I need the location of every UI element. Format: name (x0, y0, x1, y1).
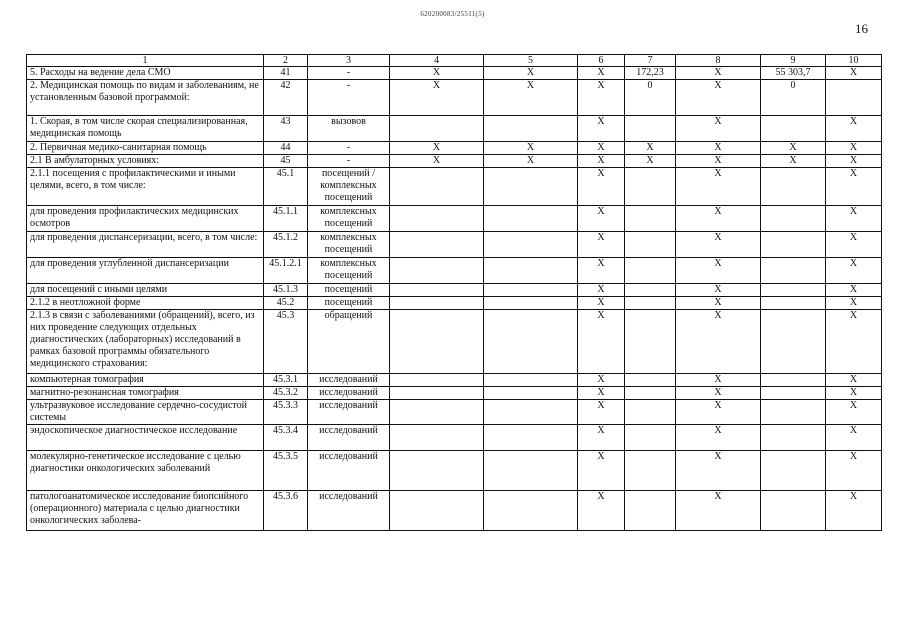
cell-c5 (484, 297, 578, 310)
cell-c4 (390, 400, 484, 425)
row-unit: исследований (308, 387, 390, 400)
cell-c5 (484, 400, 578, 425)
cell-c4 (390, 425, 484, 451)
table-row (27, 168, 882, 206)
cell-c8: X (676, 206, 761, 232)
row-code: 45.1.1 (264, 206, 308, 232)
cell-c7 (625, 374, 676, 387)
row-unit: посещений (308, 297, 390, 310)
column-header: 5 (484, 55, 578, 67)
row-unit: посещений (308, 284, 390, 297)
column-header: 9 (761, 55, 826, 67)
cell-c7 (625, 206, 676, 232)
table-row (27, 67, 882, 80)
cell-c5 (484, 168, 578, 206)
table-row (27, 116, 882, 142)
row-code: 44 (264, 142, 308, 155)
cell-c8: X (676, 168, 761, 206)
cell-c4 (390, 284, 484, 297)
cell-c4 (390, 258, 484, 284)
cell-c5 (484, 451, 578, 491)
row-unit: комплексных посещений (308, 206, 390, 232)
table-row (27, 451, 882, 491)
cell-c7 (625, 284, 676, 297)
page-number: 16 (855, 21, 868, 36)
table-row (27, 491, 882, 531)
cell-c6: X (578, 80, 625, 116)
row-code: 45.3 (264, 310, 308, 374)
cell-c5: X (484, 155, 578, 168)
cell-c10: X (826, 491, 882, 531)
cell-c4: X (390, 80, 484, 116)
row-unit: обращений (308, 310, 390, 374)
cell-c7 (625, 258, 676, 284)
cell-c8: X (676, 310, 761, 374)
cell-c9 (761, 425, 826, 451)
row-code: 45.3.5 (264, 451, 308, 491)
row-label: 5. Расходы на ведение дела СМО (27, 67, 264, 80)
cell-c6: X (578, 491, 625, 531)
cell-c10: X (826, 232, 882, 258)
cell-c7 (625, 387, 676, 400)
table-row (27, 425, 882, 451)
cell-c9 (761, 232, 826, 258)
cell-c5 (484, 206, 578, 232)
cell-c10: X (826, 451, 882, 491)
cell-c10: X (826, 387, 882, 400)
cell-c6: X (578, 67, 625, 80)
row-unit: исследований (308, 491, 390, 531)
cell-c7 (625, 491, 676, 531)
cell-c7 (625, 116, 676, 142)
cell-c9: X (761, 155, 826, 168)
header-row (27, 55, 882, 67)
cell-c8: X (676, 374, 761, 387)
column-header: 2 (264, 55, 308, 67)
row-code: 45.2 (264, 297, 308, 310)
row-unit: исследований (308, 425, 390, 451)
cell-c5 (484, 258, 578, 284)
row-label: 2.1.1 посещения с профилактическими и иными целями, всего, в том числе: (27, 168, 264, 206)
row-unit: комплексных посещений (308, 232, 390, 258)
cell-c10: X (826, 142, 882, 155)
table-row (27, 206, 882, 232)
cell-c4 (390, 374, 484, 387)
cell-c4 (390, 206, 484, 232)
table-row (27, 284, 882, 297)
row-code: 45.1.2.1 (264, 258, 308, 284)
cell-c4 (390, 232, 484, 258)
cell-c10: X (826, 168, 882, 206)
cell-c8: X (676, 67, 761, 80)
row-label: 2.1 В амбулаторных условиях: (27, 155, 264, 168)
table-row (27, 142, 882, 155)
cell-c10: X (826, 310, 882, 374)
row-label: эндоскопическое диагностическое исследование (27, 425, 264, 451)
cell-c4: X (390, 142, 484, 155)
row-code: 45.3.1 (264, 374, 308, 387)
column-header: 3 (308, 55, 390, 67)
cell-c6: X (578, 387, 625, 400)
row-unit: - (308, 67, 390, 80)
cell-c10: X (826, 206, 882, 232)
cell-c9: 55 303,7 (761, 67, 826, 80)
row-unit: вызовов (308, 116, 390, 142)
cell-c4 (390, 451, 484, 491)
cell-c6: X (578, 400, 625, 425)
row-unit: - (308, 80, 390, 116)
row-label: ультразвуковое исследование сердечно-сосудистой системы (27, 400, 264, 425)
cell-c7 (625, 310, 676, 374)
cell-c4 (390, 387, 484, 400)
row-label: для проведения углубленной диспансеризации (27, 258, 264, 284)
cell-c8: X (676, 142, 761, 155)
row-unit: исследований (308, 400, 390, 425)
row-unit: посещений / комплексных посещений (308, 168, 390, 206)
cell-c9 (761, 258, 826, 284)
cell-c5 (484, 310, 578, 374)
cell-c7 (625, 168, 676, 206)
cell-c6: X (578, 116, 625, 142)
cell-c8: X (676, 80, 761, 116)
cell-c6: X (578, 374, 625, 387)
cell-c8: X (676, 297, 761, 310)
table-row (27, 387, 882, 400)
row-label: 2.1.2 в неотложной форме (27, 297, 264, 310)
cell-c10: X (826, 425, 882, 451)
row-label: для проведения диспансеризации, всего, в том числе: (27, 232, 264, 258)
cell-c5 (484, 387, 578, 400)
cell-c5: X (484, 142, 578, 155)
table-row (27, 232, 882, 258)
cell-c7: 0 (625, 80, 676, 116)
cell-c10 (826, 80, 882, 116)
cell-c8: X (676, 491, 761, 531)
table-row (27, 310, 882, 374)
cell-c8: X (676, 258, 761, 284)
cell-c6: X (578, 168, 625, 206)
cell-c6: X (578, 232, 625, 258)
cell-c8: X (676, 116, 761, 142)
row-label: 2. Первичная медико-санитарная помощь (27, 142, 264, 155)
column-header: 1 (27, 55, 264, 67)
cell-c8: X (676, 155, 761, 168)
cell-c6: X (578, 310, 625, 374)
cell-c9 (761, 387, 826, 400)
cell-c8: X (676, 400, 761, 425)
data-table (26, 54, 882, 531)
cell-c5 (484, 116, 578, 142)
cell-c4 (390, 297, 484, 310)
cell-c9 (761, 310, 826, 374)
cell-c10: X (826, 116, 882, 142)
row-code: 45.3.4 (264, 425, 308, 451)
table-row (27, 297, 882, 310)
column-header: 10 (826, 55, 882, 67)
row-code: 45.3.6 (264, 491, 308, 531)
cell-c4: X (390, 155, 484, 168)
cell-c6: X (578, 206, 625, 232)
cell-c7 (625, 400, 676, 425)
row-label: патологоанатомическое исследование биопсийного (операционного) материала с целью диагностики онкологических заболева- (27, 491, 264, 531)
row-code: 45.1.2 (264, 232, 308, 258)
cell-c10: X (826, 155, 882, 168)
cell-c8: X (676, 387, 761, 400)
cell-c4 (390, 116, 484, 142)
row-unit: исследований (308, 374, 390, 387)
cell-c8: X (676, 451, 761, 491)
cell-c5 (484, 425, 578, 451)
column-header: 6 (578, 55, 625, 67)
row-label: 2. Медицинская помощь по видам и заболеваниям, не установленным базовой программой: (27, 80, 264, 116)
column-header: 8 (676, 55, 761, 67)
cell-c7 (625, 425, 676, 451)
cell-c9 (761, 400, 826, 425)
cell-c7: X (625, 155, 676, 168)
cell-c6: X (578, 451, 625, 491)
row-code: 45.1.3 (264, 284, 308, 297)
column-header: 7 (625, 55, 676, 67)
cell-c10: X (826, 258, 882, 284)
cell-c9 (761, 168, 826, 206)
cell-c6: X (578, 155, 625, 168)
document-id: 620200083/25511(5) (420, 10, 485, 18)
row-code: 42 (264, 80, 308, 116)
row-unit: исследований (308, 451, 390, 491)
row-label: компьютерная томография (27, 374, 264, 387)
cell-c5 (484, 232, 578, 258)
cell-c10: X (826, 284, 882, 297)
cell-c5 (484, 284, 578, 297)
cell-c6: X (578, 425, 625, 451)
cell-c7: 172,23 (625, 67, 676, 80)
column-header: 4 (390, 55, 484, 67)
row-unit: комплексных посещений (308, 258, 390, 284)
cell-c7 (625, 232, 676, 258)
cell-c7: X (625, 142, 676, 155)
row-code: 45.3.3 (264, 400, 308, 425)
cell-c9: X (761, 142, 826, 155)
cell-c10: X (826, 374, 882, 387)
cell-c4 (390, 310, 484, 374)
cell-c6: X (578, 142, 625, 155)
cell-c9 (761, 284, 826, 297)
row-code: 41 (264, 67, 308, 80)
cell-c6: X (578, 258, 625, 284)
row-code: 43 (264, 116, 308, 142)
row-unit: - (308, 155, 390, 168)
table-row (27, 258, 882, 284)
cell-c4 (390, 491, 484, 531)
cell-c6: X (578, 284, 625, 297)
cell-c10: X (826, 67, 882, 80)
cell-c8: X (676, 284, 761, 297)
row-label: молекулярно-генетическое исследование с целью диагностики онкологических заболеваний (27, 451, 264, 491)
cell-c5: X (484, 80, 578, 116)
cell-c10: X (826, 297, 882, 310)
cell-c9 (761, 297, 826, 310)
cell-c9 (761, 491, 826, 531)
table-row (27, 400, 882, 425)
row-unit: - (308, 142, 390, 155)
cell-c9 (761, 451, 826, 491)
row-label: 1. Скорая, в том числе скорая специализированная, медицинская помощь (27, 116, 264, 142)
cell-c5 (484, 491, 578, 531)
cell-c7 (625, 451, 676, 491)
cell-c5: X (484, 67, 578, 80)
cell-c8: X (676, 425, 761, 451)
row-label: для проведения профилактических медицинских осмотров (27, 206, 264, 232)
row-code: 45 (264, 155, 308, 168)
cell-c5 (484, 374, 578, 387)
cell-c6: X (578, 297, 625, 310)
cell-c9: 0 (761, 80, 826, 116)
cell-c10: X (826, 400, 882, 425)
table-row (27, 80, 882, 116)
cell-c9 (761, 374, 826, 387)
table-row (27, 155, 882, 168)
cell-c4 (390, 168, 484, 206)
cell-c9 (761, 116, 826, 142)
row-label: для посещений с иными целями (27, 284, 264, 297)
cell-c9 (761, 206, 826, 232)
table-row (27, 374, 882, 387)
cell-c8: X (676, 232, 761, 258)
row-code: 45.3.2 (264, 387, 308, 400)
row-label: магнитно-резонансная томография (27, 387, 264, 400)
row-code: 45.1 (264, 168, 308, 206)
cell-c4: X (390, 67, 484, 80)
cell-c7 (625, 297, 676, 310)
row-label: 2.1.3 в связи с заболеваниями (обращений), всего, из них проведение следующих отдельных диагностических (лабораторных) исследований в рамках базовой программы обязательного медицинского страхования: (27, 310, 264, 374)
